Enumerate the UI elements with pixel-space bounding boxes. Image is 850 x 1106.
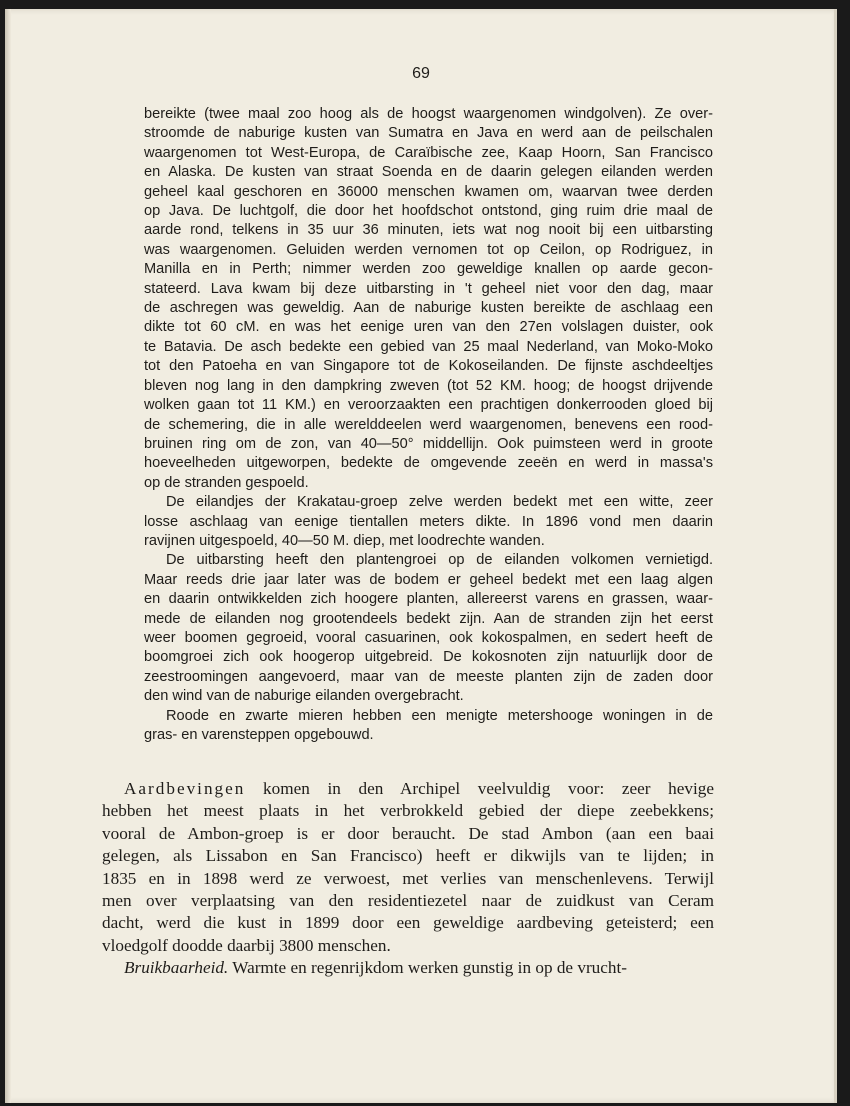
text-line: dacht, werd die kust in 1899 door een geweldige aardbeving geteisterd; een [102, 913, 714, 933]
text-line: hebben het meest plaats in het verbrokkeld gebied der diepe zeebekkens; [102, 801, 714, 821]
section-lead-earthquakes: Aardbevingen [124, 779, 246, 798]
small-print-section [144, 105, 713, 745]
text-fragment: Warmte en regenrijkdom werken gunstig in op de vrucht- [228, 958, 627, 978]
paragraph-ants [144, 707, 713, 746]
text-line: en daarin ontwikkelden zich hoogere planten, allereerst varens en grassen, waar- [144, 591, 713, 608]
text-line: de schemering, die in alle werelddeelen werd waargenomen, benevens een rood- [144, 416, 713, 433]
large-print-section [102, 778, 714, 980]
text-line: bruinen ring om de zon, van 40—50° middellijn. Ook puimsteen werd in groote [144, 435, 713, 452]
text-line [102, 778, 714, 800]
text-line: dikte tot 60 cM. en was het eenige uren van den 27en volslagen duister, ook [144, 319, 713, 336]
section-lead-usability: Bruikbaarheid. [124, 958, 229, 978]
text-line: hoeveelheden uitgeworpen, bedekte de omgevende zeeën en werd in massa's [144, 455, 713, 472]
text-line: tot den Patoeha en van Singapore tot de Kokoseilanden. De fijnste aschdeeltjes [144, 358, 713, 375]
text-line: waargenomen tot West-Europa, de Caraïbische zee, Kaap Hoorn, San Francisco [144, 144, 713, 161]
text-line: 1835 en in 1898 werd ze verwoest, met verlies van menschenlevens. Terwijl [102, 868, 714, 888]
text-line [102, 957, 714, 979]
paragraph-krakatau-eruption [144, 105, 713, 493]
text-line: stroomde de naburige kusten van Sumatra en Java en werd aan de peilschalen [144, 125, 713, 142]
text-fragment: komen in den Archipel veelvuldig voor: zeer hevige [245, 779, 714, 798]
text-line: De uitbarsting heeft den plantengroei op de eilanden volkomen vernietigd. [166, 552, 713, 569]
text-line: gelegen, als Lissabon en San Francisco) heeft er dikwijls van te lijden; in [102, 846, 714, 866]
text-line: Roode en zwarte mieren hebben een menigte metershooge woningen in de [166, 707, 713, 724]
text-line: te Batavia. De asch bedekte een gebied van 25 maal Nederland, van Moko-Moko [144, 338, 713, 355]
text-line: op Java. De luchtgolf, die door het hoofdschot ontstond, ging ruim drie maal de [144, 203, 713, 220]
text-line: men over verplaatsing van den residentiezetel naar de zuidkust van Ceram [102, 891, 714, 911]
text-line: ravijnen uitgespoeld, 40—50 M. diep, met loodrechte wanden. [144, 532, 545, 549]
paragraph-plant-growth [144, 551, 713, 706]
book-page [5, 9, 837, 1103]
text-line: weer boomen gegroeid, vooral casuarinen, ook kokospalmen, en sedert heeft de [144, 629, 713, 646]
text-line: mede de eilanden nog grootendeels bedekt zijn. Aan de stranden zijn het eerst [144, 610, 713, 627]
text-line: vloedgolf doodde daarbij 3800 menschen. [102, 935, 391, 955]
text-line: Manilla en in Perth; nimmer werden zoo geweldige knallen op aarde gecon- [144, 261, 713, 278]
text-line: den wind van de naburige eilanden overgebracht. [144, 688, 464, 705]
page-spine [5, 9, 11, 1103]
text-line: losse aschlaag van eenige tientallen meters dikte. In 1896 vond men daarin [144, 513, 713, 530]
text-line: Maar reeds drie jaar later was de bodem er geheel bedekt met een laag algen [144, 571, 713, 588]
text-line: de aschregen was geweldig. Aan de naburige kusten bereikte de aschlaag een [144, 300, 713, 317]
text-line: De eilandjes der Krakatau-groep zelve werden bedekt met een witte, zeer [166, 494, 713, 511]
text-line: zeestroomingen aangevoerd, maar van de meeste planten zijn de zaden door [144, 668, 713, 685]
text-line: aarde rond, telkens in 35 uur 36 minuten, iets wat nog nooit bij een uitbarsting [144, 222, 713, 239]
text-line: wolken gaan tot 11 KM.) en veroorzaakten een prachtigen donkerrooden gloed bij [144, 397, 713, 414]
text-line: was waargenomen. Geluiden werden vernomen tot op Ceilon, op Rodriguez, in [144, 241, 713, 258]
paragraph-earthquakes [102, 778, 714, 957]
text-line: vooral de Ambon-groep is er door beraucht. De stad Ambon (aan een baai [102, 823, 714, 843]
text-line: bereikte (twee maal zoo hoog als de hoogst waargenomen windgolven). Ze over- [144, 106, 713, 122]
text-line: op de stranden gespoeld. [144, 474, 309, 491]
text-line: boomgroei zich ook hoogerop uitgebreid. De kokosnoten zijn natuurlijk door de [144, 649, 713, 666]
page-number: 69 [412, 65, 430, 82]
text-line: stateerd. Lava kwam bij deze uitbarsting in 't geheel niet voor den dag, maar [144, 280, 713, 297]
text-line: bleven nog lang in den dampkring zweven (tot 52 KM. hoog; de hoogst drijvende [144, 377, 713, 394]
text-line: en Alaska. De kusten van straat Soenda en de daarin gelegen eilanden werden [144, 164, 713, 181]
text-line: gras- en varensteppen opgebouwd. [144, 727, 374, 743]
page-edge [834, 9, 837, 1103]
paragraph-krakatau-islands [144, 493, 713, 551]
paragraph-usability [102, 957, 714, 979]
text-line: geheel kaal geschoren en 36000 menschen kwamen om, waarvan twee derden [144, 183, 713, 200]
